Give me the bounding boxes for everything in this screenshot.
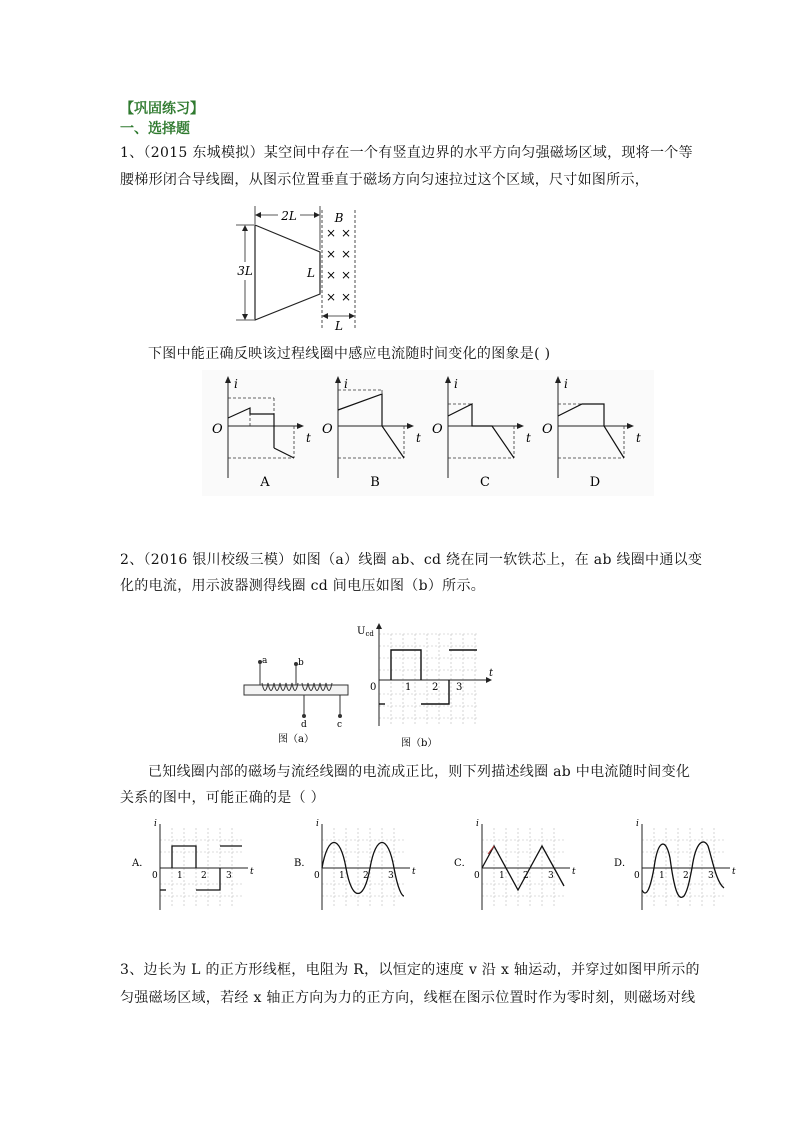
q2-option-a-label: A． bbox=[132, 858, 150, 869]
svg-text:i: i bbox=[154, 819, 157, 829]
svg-text:0: 0 bbox=[474, 871, 480, 881]
svg-text:i: i bbox=[344, 377, 348, 391]
svg-text:×: × bbox=[340, 247, 352, 261]
svg-text:×: × bbox=[325, 226, 337, 240]
section-heading: 【巩固练习】 bbox=[120, 101, 204, 117]
q2-figure-b bbox=[355, 618, 505, 750]
svg-text:×: × bbox=[340, 290, 352, 304]
svg-text:i: i bbox=[234, 377, 238, 391]
svg-text:3: 3 bbox=[456, 682, 463, 693]
svg-text:1: 1 bbox=[659, 871, 665, 881]
svg-text:2: 2 bbox=[523, 871, 529, 881]
q3-text-line1: 3、边长为 L 的正方形线框，电阻为 R，以恒定的速度 v 沿 x 轴运动，并穿过如图甲所示的 bbox=[120, 962, 700, 978]
svg-text:2: 2 bbox=[201, 871, 207, 881]
svg-text:i: i bbox=[476, 819, 479, 829]
svg-text:O: O bbox=[542, 422, 553, 437]
option-d-label: D bbox=[589, 475, 601, 490]
q2-option-d-graph bbox=[612, 818, 742, 914]
svg-text:t: t bbox=[636, 431, 641, 445]
svg-text:t: t bbox=[412, 867, 416, 877]
svg-text:1: 1 bbox=[339, 871, 345, 881]
part-heading: 一、选择题 bbox=[120, 121, 190, 137]
svg-text:3: 3 bbox=[226, 871, 232, 881]
svg-text:1: 1 bbox=[499, 871, 505, 881]
label-B: B bbox=[334, 211, 344, 225]
svg-text:×: × bbox=[340, 268, 352, 282]
svg-text:i: i bbox=[636, 819, 639, 829]
svg-text:×: × bbox=[325, 290, 337, 304]
svg-text:t: t bbox=[572, 867, 576, 877]
svg-text:t: t bbox=[489, 668, 494, 679]
q1-answer-graphs bbox=[202, 370, 654, 496]
svg-text:×: × bbox=[325, 247, 337, 261]
option-c-label: C bbox=[480, 475, 490, 490]
caption-fig-b: 图（b） bbox=[401, 738, 438, 749]
svg-text:O: O bbox=[432, 422, 443, 437]
label-3L: 3L bbox=[237, 264, 253, 278]
svg-text:b: b bbox=[298, 658, 304, 668]
q2-prompt-line2: 关系的图中，可能正确的是（ ） bbox=[120, 790, 325, 806]
svg-text:3: 3 bbox=[708, 871, 714, 881]
svg-text:t: t bbox=[250, 867, 254, 877]
svg-text:3: 3 bbox=[388, 871, 394, 881]
q2-text-line1: 2、（2016 银川校级三模）如图（a）线圈 ab、cd 绕在同一软铁芯上，在 ab 线圈中通以变 bbox=[120, 552, 703, 568]
q2-option-a-graph bbox=[130, 818, 260, 914]
q1-trapezoid-figure bbox=[232, 200, 362, 335]
q2-option-c-label: C． bbox=[454, 858, 472, 869]
q2-option-c-graph bbox=[452, 818, 582, 914]
svg-text:i: i bbox=[454, 377, 458, 391]
svg-text:0: 0 bbox=[314, 871, 320, 881]
svg-text:t: t bbox=[306, 431, 311, 445]
svg-text:i: i bbox=[564, 377, 568, 391]
svg-text:0: 0 bbox=[152, 871, 158, 881]
svg-text:t: t bbox=[416, 431, 421, 445]
svg-text:c: c bbox=[337, 720, 343, 730]
label-2L: 2L bbox=[281, 209, 297, 223]
q2-prompt-line1: 已知线圈内部的磁场与流经线圈的电流成正比，则下列描述线圈 ab 中电流随时间变化 bbox=[148, 764, 691, 780]
svg-text:a: a bbox=[262, 656, 268, 666]
svg-text:×: × bbox=[325, 268, 337, 282]
axis-ucd: $U_{cd}$ bbox=[357, 626, 374, 638]
svg-text:i: i bbox=[316, 819, 319, 829]
caption-fig-a: 图（a） bbox=[278, 734, 314, 745]
q2-option-b-label: B． bbox=[294, 858, 312, 869]
svg-text:×: × bbox=[340, 226, 352, 240]
svg-text:t: t bbox=[732, 867, 736, 877]
q2-text-line2: 化的电流，用示波器测得线圈 cd 间电压如图（b）所示。 bbox=[120, 578, 486, 594]
q1-text-line2: 腰梯形闭合导线圈，从图示位置垂直于磁场方向匀速拉过这个区域，尺寸如图所示， bbox=[120, 172, 650, 188]
q3-text-line2: 匀强磁场区域，若经 x 轴正方向为力的正方向，线框在图示位置时作为零时刻，则磁场对线 bbox=[120, 990, 696, 1006]
svg-text:0: 0 bbox=[634, 871, 640, 881]
q1-prompt: 下图中能正确反映该过程线圈中感应电流随时间变化的图象是( ) bbox=[148, 346, 551, 362]
label-L-mid: L bbox=[307, 266, 315, 280]
q2-option-b-graph bbox=[292, 818, 422, 914]
svg-text:1: 1 bbox=[177, 871, 183, 881]
svg-text:0: 0 bbox=[370, 682, 377, 693]
svg-text:O: O bbox=[212, 422, 223, 437]
svg-text:d: d bbox=[301, 720, 307, 730]
svg-text:2: 2 bbox=[683, 871, 689, 881]
q1-text-line1: 1、（2015 东城模拟）某空间中存在一个有竖直边界的水平方向匀强磁场区域，现将一个等 bbox=[120, 145, 693, 161]
q2-figure-a bbox=[240, 650, 354, 746]
label-L-bottom: L bbox=[335, 319, 343, 333]
svg-text:2: 2 bbox=[363, 871, 369, 881]
option-b-label: B bbox=[370, 475, 380, 490]
svg-text:2: 2 bbox=[432, 682, 439, 693]
magnetic-field-crosses bbox=[326, 226, 351, 304]
svg-text:3: 3 bbox=[548, 871, 554, 881]
svg-text:t: t bbox=[526, 431, 531, 445]
svg-text:1: 1 bbox=[405, 682, 412, 693]
svg-text:O: O bbox=[322, 422, 333, 437]
option-a-label: A bbox=[260, 475, 270, 490]
q2-option-d-label: D． bbox=[614, 858, 633, 869]
